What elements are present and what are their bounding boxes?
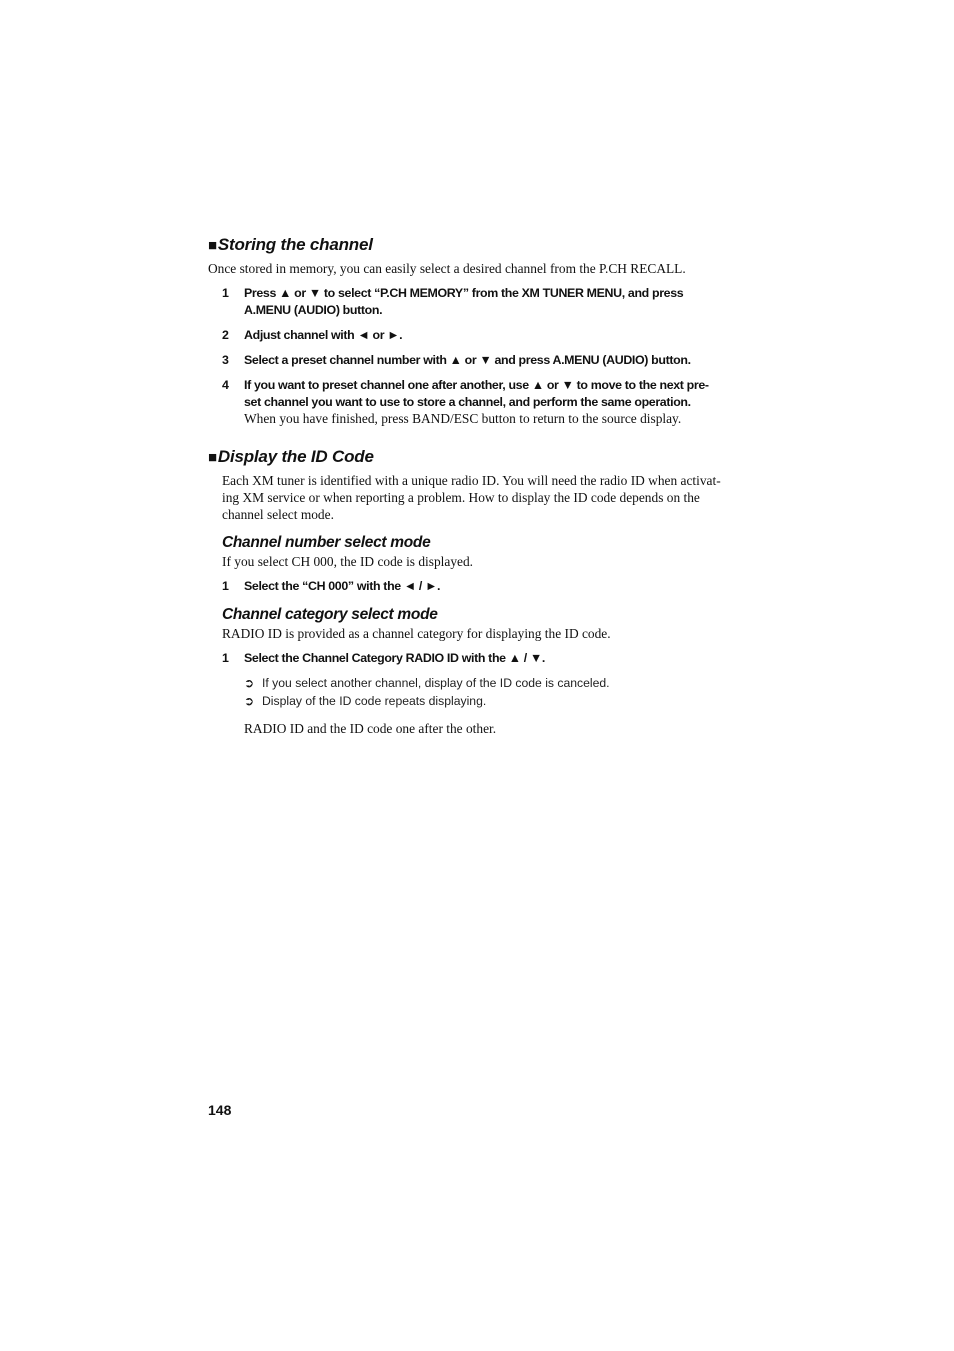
square-bullet-icon: ■: [208, 449, 217, 466]
step-text: Select the Channel Category RADIO ID with the ▲ / ▼.: [244, 651, 545, 665]
step-text: set channel you want to use to store a channel, and perform the same operation.: [244, 395, 691, 409]
section-heading-display-id: ■Display the ID Code: [208, 447, 374, 466]
step-number: 1: [222, 651, 229, 665]
arrow-right-hook-icon: ➲: [244, 694, 255, 708]
display-id-intro-line: Each XM tuner is identified with a unique radio ID. You will need the radio ID when activat-: [222, 473, 721, 488]
category-mode-text: RADIO ID is provided as a channel category for displaying the ID code.: [222, 626, 611, 641]
step-number: 2: [222, 328, 229, 342]
note-text: If you select another channel, display of the ID code is canceled.: [262, 676, 610, 690]
step-text: Select the “CH 000” with the ◄ / ►.: [244, 579, 441, 593]
step-text: Press ▲ or ▼ to select “P.CH MEMORY” from the XM TUNER MENU, and press: [244, 286, 684, 300]
step-number: 4: [222, 378, 229, 392]
step-number: 3: [222, 353, 229, 367]
square-bullet-icon: ■: [208, 237, 217, 254]
step-number: 1: [222, 286, 229, 300]
number-mode-text: If you select CH 000, the ID code is displayed.: [222, 554, 474, 569]
step-text: Select a preset channel number with ▲ or ▼ and press A.MENU (AUDIO) button.: [244, 353, 691, 367]
category-mode-after-text: RADIO ID and the ID code one after the other.: [244, 721, 497, 736]
display-id-intro-line: ing XM service or when reporting a problem. How to display the ID code depends on the: [222, 490, 700, 505]
step-note: When you have finished, press BAND/ESC button to return to the source display.: [244, 411, 682, 426]
section-heading-storing: ■Storing the channel: [208, 235, 373, 254]
subheading-number-mode: Channel number select mode: [222, 534, 431, 551]
subheading-category-mode: Channel category select mode: [222, 606, 438, 623]
display-id-intro-line: channel select mode.: [222, 507, 334, 522]
step-text: If you want to preset channel one after another, use ▲ or ▼ to move to the next pre-: [244, 378, 709, 392]
step-text: Adjust channel with ◄ or ►.: [244, 328, 403, 342]
arrow-right-hook-icon: ➲: [244, 676, 255, 690]
step-text: A.MENU (AUDIO) button.: [244, 303, 383, 317]
note-text: Display of the ID code repeats displaying.: [262, 694, 487, 708]
storing-intro: Once stored in memory, you can easily select a desired channel from the P.CH RECALL.: [208, 261, 686, 276]
page-number: 148: [208, 1102, 232, 1118]
step-number: 1: [222, 579, 229, 593]
